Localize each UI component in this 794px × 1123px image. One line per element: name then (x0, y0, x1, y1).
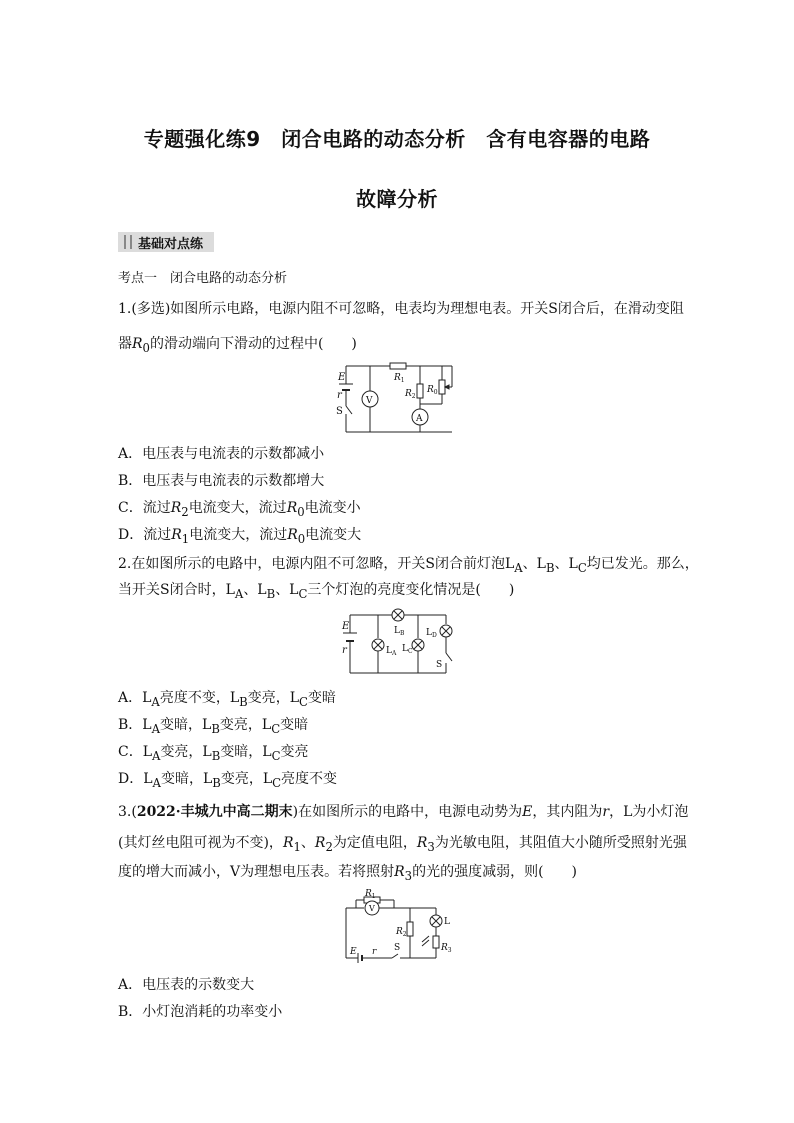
section-heading: 考点一 闭合电路的动态分析 (118, 271, 288, 286)
label-r: r (372, 947, 377, 957)
q1-option-a: A．电压表与电流表的示数都减小 (118, 446, 325, 462)
label-R3: $R_3$ (441, 943, 452, 954)
switch-icon (446, 653, 452, 661)
label-R1: $R_1$ (394, 373, 405, 384)
q1-option-c: C．流过$R_2$电流变大，流过$R_0$电流变小 (118, 500, 361, 519)
q2-text-line2: 当开关S闭合时，$L_A$、$L_B$、$L_C$三个灯泡的亮度变化情况是( ) (118, 582, 515, 601)
label-LC: $L_C$ (402, 644, 413, 655)
q3-text-line3: 度的增大而减小，V为理想电压表。若将照射$R_3$的光的强度减弱，则( ) (118, 864, 578, 883)
q2-option-d: D．$L_A$变暗，$L_B$变亮，$L_C$亮度不变 (118, 771, 338, 790)
resistor-r1-icon (390, 363, 406, 369)
section-badge (118, 232, 214, 252)
q2-circuit-diagram (338, 605, 458, 680)
q3-option-b: B．小灯泡消耗的功率变小 (118, 1004, 283, 1020)
switch-icon (346, 406, 352, 414)
q2-option-a: A．$L_A$亮度不变，$L_B$变亮，$L_C$变暗 (118, 690, 336, 709)
badge-label: 基础对点练 (138, 237, 204, 252)
label-A: A (416, 414, 423, 424)
badge-bars-icon (124, 235, 132, 249)
label-V: V (369, 904, 375, 913)
q2-text-line1: 2.在如图所示的电路中，电源内阻不可忽略，开关S闭合前灯泡$L_A$、$L_B$、$L_C$均已发光。那么， (118, 556, 699, 575)
label-R2: $R_2$ (396, 927, 407, 938)
q1-option-d: D．流过$R_1$电流变大，流过$R_0$电流变大 (118, 527, 362, 546)
resistor-r2-icon (407, 922, 413, 936)
label-E: E (342, 621, 350, 632)
q3-text-line2: (其灯丝电阻可视为不变)，$R_1$、$R_2$为定值电阻，$R_3$为光敏电阻，其阻值大小随所受照射光强 (118, 835, 687, 854)
switch-icon (392, 954, 398, 958)
resistor-r2-icon (417, 384, 423, 398)
q1-circuit-diagram (332, 356, 462, 436)
label-E: E (350, 947, 357, 957)
label-LB: $L_B$ (394, 626, 405, 637)
label-R1: $R_1$ (365, 889, 376, 900)
label-r: r (342, 645, 347, 656)
label-L: L (444, 917, 450, 927)
label-S: S (436, 660, 443, 670)
q3-option-a: A．电压表的示数变大 (118, 977, 255, 993)
q2-option-b: B．$L_A$变暗，$L_B$变亮，$L_C$变暗 (118, 717, 309, 736)
q1-option-b: B．电压表与电流表的示数都增大 (118, 473, 325, 489)
q3-circuit-diagram (338, 888, 463, 963)
label-R2: $R_2$ (405, 389, 416, 400)
label-LD: $L_D$ (426, 628, 437, 639)
page-title-line2: 故障分析 (356, 187, 438, 211)
photoresistor-r3-icon (433, 936, 439, 948)
label-E: E (338, 372, 346, 383)
label-R0: $R_0$ (427, 385, 438, 396)
label-LA: $L_A$ (386, 646, 397, 657)
label-S: S (394, 943, 401, 953)
label-r: r (337, 390, 342, 401)
q1-text-line2: 器$R_0$的滑动端向下滑动的过程中( ) (118, 336, 357, 355)
label-V: V (366, 396, 373, 406)
q1-text-line1: 1.(多选)如图所示电路，电源内阻不可忽略，电表均为理想电表。开关S闭合后，在滑动变阻 (118, 301, 684, 317)
page-title: 专题强化练9 闭合电路的动态分析 含有电容器的电路 (143, 127, 651, 151)
label-S: S (336, 406, 343, 417)
q2-option-c: C．$L_A$变亮，$L_B$变暗，$L_C$变亮 (118, 744, 309, 763)
q3-text-line1: 3.(2022·丰城九中高二期末)在如图所示的电路中，电源电动势为E，其内阻为r，L为小灯泡 (118, 804, 689, 820)
